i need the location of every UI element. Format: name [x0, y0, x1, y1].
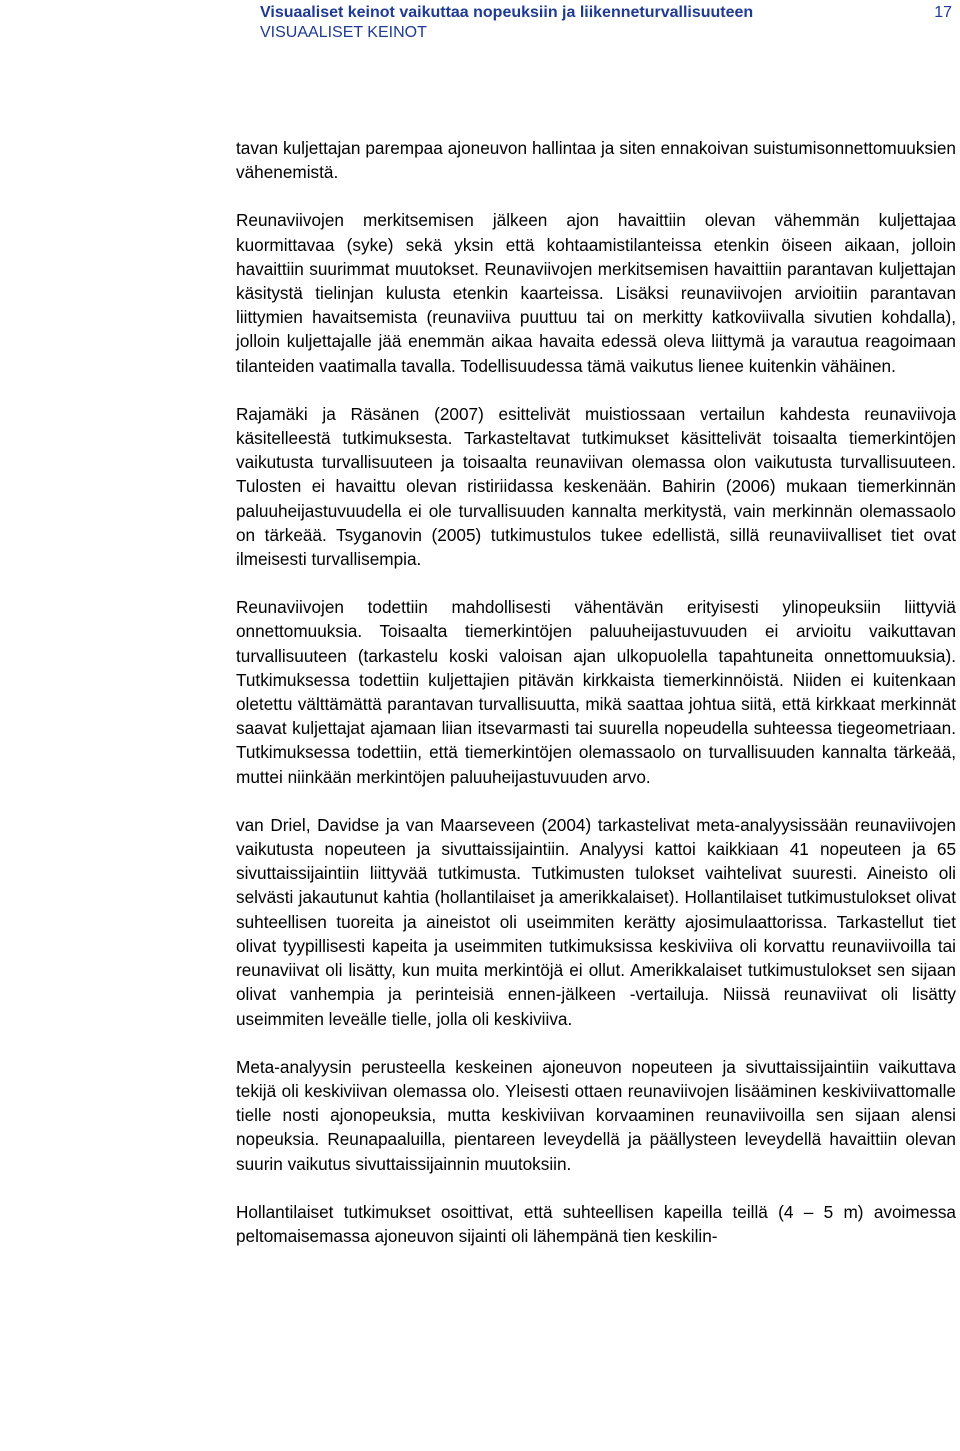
paragraph-6: Meta-analyysin perusteella keskeinen ajoneuvon nopeuteen ja sivuttaissijaintiin vaikuttava tekijä oli keskiviivan olemassa olo. Yleisesti ottaen reunaviivojen lisääminen keskiviivattomalle tielle nosti ajonopeuksia, mutta keskiviivan korvaaminen reunaviivoilla sen sijaan alensi nopeuksia. Reunapaaluilla, pientareen leveydellä ja päällysteen leveydellä havaittiin olevan suurin vaikutus sivuttaissijainnin muutoksiin. — [236, 1056, 956, 1174]
paragraph-4: Reunaviivojen todettiin mahdollisesti vähentävän erityisesti ylinopeuksiin liittyviä onnettomuuksia. Toisaalta tiemerkintöjen paluuheijastuvuuden ei arvioitu vaikuttavan turvallisuuteen (tarkastelu koski valoisan ajan ulkopuolella tapahtuneita onnettomuuksia). Tutkimuksessa todettiin kuljettajien pitävän kirkkaista tiemerkinnöistä. Niiden ei kuitenkaan oletettu välttämättä parantavan turvallisuutta, mikä saattaa johtua siitä, että kirkkaat merkinnät saavat kuljettajat ajamaan liian itsevarmasti tai suurella nopeudella suhteessa tiegeometriaan. Tutkimuksessa todettiin, että tiemerkintöjen olemassaolo on turvallisuuden kannalta tärkeää, muttei niinkään merkintöjen paluuheijastuvuuden arvo. — [236, 597, 956, 787]
body-text — [236, 136, 956, 1272]
paragraph-1: tavan kuljettajan parempaa ajoneuvon hallintaa ja siten ennakoivan suistumisonnettomuuksien vähenemistä. — [236, 138, 956, 183]
page-number: 17 — [934, 4, 952, 21]
paragraph-3: Rajamäki ja Räsänen (2007) esittelivät muistiossaan vertailun kahdesta reunaviivoja käsitelleestä tutkimuksesta. Tarkasteltavat tutkimukset käsittelivät toisaalta tiemerkintöjen vaikutusta turvallisuuteen ja toisaalta reunaviivan olemassa olon vaikutusta turvallisuuteen. Tulosten ei havaittu olevan ristiriidassa keskenään. Bahirin (2006) mukaan tiemerkinnän paluuheijastuvuudella ei ole turvallisuuden kannalta merkitystä, vain merkinnän olemassaolo on tärkeää. Tsyganovin (2005) tutkimustulos tukee edellistä, sillä reunaviivalliset tiet ovat ilmeisesti turvallisempia. — [236, 403, 956, 570]
running-title: Visuaaliset keinot vaikuttaa nopeuksiin ja liikenneturvallisuuteen — [260, 4, 754, 21]
paragraph-7: Hollantilaiset tutkimukset osoittivat, että suhteellisen kapeilla teillä (4 – 5 m) avoimessa peltomaisemassa ajoneuvon sijainti oli lähempänä tien keskilin- — [236, 1201, 956, 1246]
page-header — [238, 0, 952, 50]
running-subtitle: VISUAALISET KEINOT — [260, 24, 427, 41]
paragraph-5: van Driel, Davidse ja van Maarseveen (2004) tarkastelivat meta-analyysissään reunaviivojen vaikutusta nopeuteen ja sivuttaissijaintiin. Analyysi kattoi kaikkiaan 41 nopeuteen ja 65 sivuttaissijaintiin liittyvää tutkimusta. Tutkimusten tulokset vaihtelivat suuresti. Aineisto oli selvästi jakautunut kahtia (hollantilaiset ja amerikkalaiset). Hollantilaiset tutkimustulokset olivat suhteellisen tuoreita ja aineistot oli useimmiten kerätty ajosimulaattorissa. Tarkastellut tiet olivat tyypillisesti kapeita ja useimmiten tutkimuksissa keskiviiva oli korvattu reunaviivoilla tai reunaviivat oli lisätty, kun muita merkintöjä ei ollut. Amerikkalaiset tutkimustulokset sen sijaan olivat vanhempia ja perinteisiä ennen-jälkeen -vertailuja. Niissä reunaviivat oli lisätty useimmiten leveälle tielle, jolla oli keskiviiva. — [236, 814, 956, 1029]
paragraph-2: Reunaviivojen merkitsemisen jälkeen ajon havaittiin olevan vähemmän kuljettajaa kuormittavaa (syke) sekä yksin että kohtaamistilanteissa etenkin öiseen aikaan, jolloin havaittiin suurimmat muutokset. Reunaviivojen merkitsemisen havaittiin parantavan kuljettajan käsitystä tielinjan kulusta etenkin kaarteissa. Lisäksi reunaviivojen arvioitiin parantavan liittymien havaitsemista (reunaviiva puuttuu tai on merkitty katkoviivalla sivutien kohdalla), jolloin kuljettajalle jää enemmän aikaa havaita edessä oleva liittymä ja varautua reagoimaan tilanteiden vaatimalla tavalla. Todellisuudessa tämä vaikutus lienee kuitenkin vähäinen. — [236, 210, 956, 376]
